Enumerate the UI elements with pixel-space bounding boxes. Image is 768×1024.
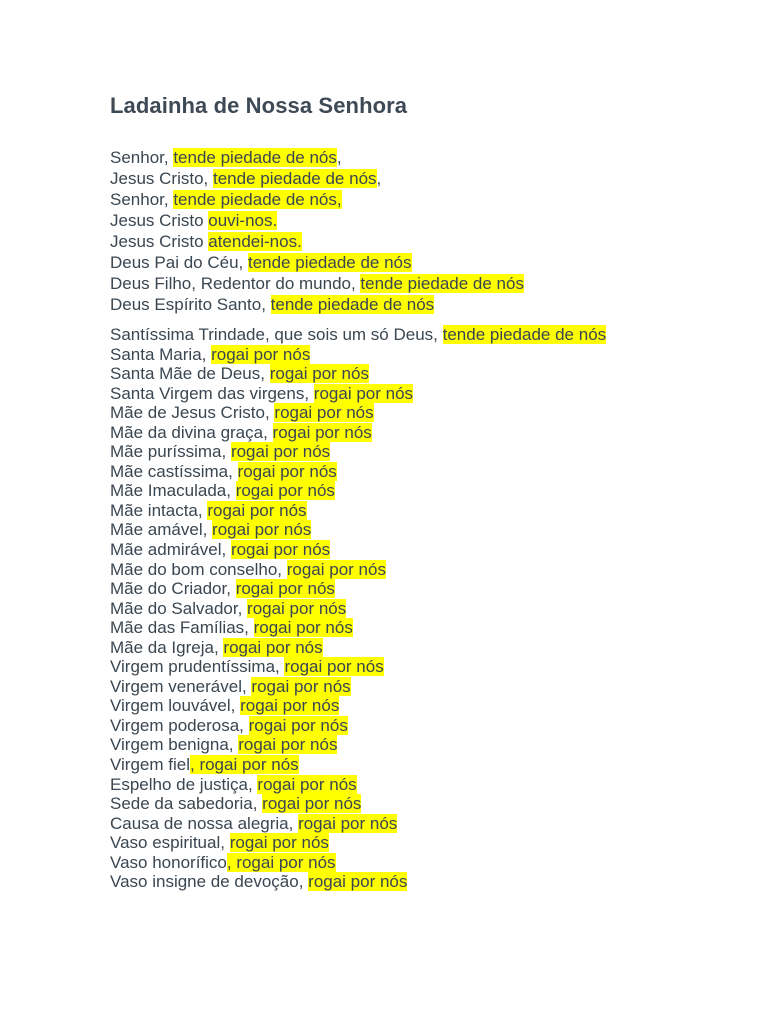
invocation-text: Senhor, — [110, 148, 174, 167]
invocation-line — [110, 657, 750, 677]
invocation-line — [110, 384, 750, 404]
invocation-line — [110, 462, 750, 482]
highlighted-response: tende piedade de nós, — [173, 190, 342, 209]
invocation-suffix: , — [376, 169, 382, 188]
document-page — [110, 93, 750, 892]
invocation-line — [110, 618, 750, 638]
invocation-line — [110, 638, 750, 658]
invocation-text: Virgem prudentíssima, — [110, 657, 285, 677]
invocation-line — [110, 579, 750, 599]
invocation-line — [110, 252, 750, 273]
invocation-line — [110, 403, 750, 423]
highlighted-response: tende piedade de nós — [247, 253, 412, 272]
invocation-text: Mãe do Criador, — [110, 579, 236, 599]
invocation-line — [110, 833, 750, 853]
highlighted-response: rogai por nós — [240, 696, 340, 716]
invocation-text: Mãe Imaculada, — [110, 481, 236, 501]
invocation-text: Mãe de Jesus Cristo, — [110, 403, 275, 423]
invocation-text: Jesus Cristo — [110, 232, 209, 251]
invocation-line — [110, 345, 750, 365]
invocation-text: Sede da sabedoria, — [110, 794, 263, 814]
invocation-text: Jesus Cristo — [110, 211, 209, 230]
highlighted-response: rogai por nós — [247, 598, 347, 618]
invocation-text: Vaso honorífico — [110, 852, 227, 872]
highlighted-response: rogai por nós — [230, 540, 331, 560]
invocation-text: Mãe das Famílias, — [110, 618, 254, 638]
invocation-text: Virgem louvável, — [110, 696, 241, 716]
document-title: Ladainha de Nossa Senhora — [110, 93, 408, 118]
invocation-line — [110, 481, 750, 501]
highlighted-response: rogai por nós — [223, 637, 323, 657]
invocation-text: Mãe amável, — [110, 520, 213, 540]
highlighted-response: rogai por nós — [211, 344, 311, 364]
invocation-line — [110, 520, 750, 540]
invocation-text: Senhor, — [110, 190, 174, 209]
invocation-text: Mãe da divina graça, — [110, 422, 273, 442]
highlighted-response: rogai por nós — [230, 442, 331, 462]
invocation-line — [110, 147, 750, 168]
invocation-line — [110, 210, 750, 231]
invocation-line — [110, 364, 750, 384]
invocation-line — [110, 872, 750, 892]
invocation-text: Espelho de justiça, — [110, 774, 258, 794]
invocation-text: Virgem benigna, — [110, 735, 239, 755]
invocation-line — [110, 735, 750, 755]
highlighted-response: rogai por nós — [237, 461, 337, 481]
invocation-text: Jesus Cristo, — [110, 169, 213, 188]
invocation-text: Virgem poderosa, — [110, 715, 249, 735]
highlighted-response: rogai por nós — [284, 657, 384, 677]
invocation-line — [110, 189, 750, 210]
invocation-line — [110, 442, 750, 462]
invocation-line — [110, 273, 750, 294]
highlighted-response: rogai por nós — [248, 715, 348, 735]
highlighted-response: , rogai por nós — [226, 852, 336, 872]
highlighted-response: rogai por nós — [286, 559, 386, 579]
invocation-text: Mãe castíssima, — [110, 461, 238, 481]
invocation-text: Deus Espírito Santo, — [110, 295, 271, 314]
invocation-line — [110, 814, 750, 834]
invocation-text: Santíssima Trindade, que sois um só Deus, — [110, 325, 443, 344]
highlighted-response: tende piedade de nós — [212, 169, 377, 188]
highlighted-response: rogai por nós — [235, 481, 335, 501]
highlighted-response: rogai por nós — [269, 364, 369, 384]
highlighted-response: rogai por nós — [207, 500, 307, 520]
invocation-text: Mãe do bom conselho, — [110, 559, 287, 579]
invocation-text: Deus Pai do Céu, — [110, 253, 248, 272]
invocation-text: Vaso insigne de devoção, — [110, 872, 309, 892]
highlighted-response: , rogai por nós — [190, 755, 299, 775]
invocation-line — [110, 423, 750, 443]
invocation-line — [110, 231, 750, 252]
highlighted-response: rogai por nós — [272, 422, 372, 442]
invocation-text: Deus Filho, Redentor do mundo, — [110, 274, 361, 293]
invocation-text: Mãe do Salvador, — [110, 598, 248, 618]
highlighted-response: rogai por nós — [313, 383, 414, 403]
invocation-suffix: , — [336, 148, 342, 167]
invocation-text: Mãe da Igreja, — [110, 637, 224, 657]
highlighted-response: rogai por nós — [298, 813, 398, 833]
invocation-text: Santa Maria, — [110, 344, 212, 364]
invocation-line — [110, 677, 750, 697]
highlighted-response: rogai por nós — [253, 618, 353, 638]
highlighted-response: ouvi-nos. — [208, 211, 278, 230]
invocation-line — [110, 325, 750, 345]
highlighted-response: rogai por nós — [257, 774, 357, 794]
invocation-text: Vaso espiritual, — [110, 833, 230, 853]
invocation-text: Santa Mãe de Deus, — [110, 364, 270, 384]
invocation-line — [110, 501, 750, 521]
invocation-text: Virgem venerável, — [110, 676, 252, 696]
invocation-line — [110, 794, 750, 814]
invocation-text: Virgem fiel — [110, 755, 190, 775]
highlighted-response: tende piedade de nós — [173, 148, 337, 167]
invocation-block-litany — [110, 325, 750, 892]
highlighted-response: rogai por nós — [212, 520, 312, 540]
highlighted-response: tende piedade de nós — [360, 274, 524, 293]
invocation-line — [110, 755, 750, 775]
invocation-line — [110, 716, 750, 736]
invocation-line — [110, 853, 750, 873]
invocation-line — [110, 775, 750, 795]
highlighted-response: rogai por nós — [235, 579, 335, 599]
highlighted-response: rogai por nós — [229, 833, 329, 853]
invocation-line — [110, 294, 750, 315]
highlighted-response: rogai por nós — [238, 735, 338, 755]
highlighted-response: atendei-nos. — [208, 232, 302, 251]
highlighted-response: rogai por nós — [262, 794, 362, 814]
invocation-line — [110, 560, 750, 580]
invocation-line — [110, 540, 750, 560]
invocation-text: Causa de nossa alegria, — [110, 813, 299, 833]
invocation-text: Mãe puríssima, — [110, 442, 231, 462]
invocation-text: Mãe intacta, — [110, 500, 208, 520]
invocation-block-opening — [110, 147, 750, 315]
invocation-line — [110, 599, 750, 619]
invocation-line — [110, 696, 750, 716]
highlighted-response: rogai por nós — [308, 872, 408, 892]
invocation-text: Santa Virgem das virgens, — [110, 383, 314, 403]
invocation-text: Mãe admirável, — [110, 540, 231, 560]
highlighted-response: rogai por nós — [274, 403, 374, 423]
highlighted-response: rogai por nós — [251, 676, 351, 696]
highlighted-response: tende piedade de nós — [270, 295, 435, 314]
highlighted-response: tende piedade de nós — [442, 325, 607, 344]
invocation-line — [110, 168, 750, 189]
